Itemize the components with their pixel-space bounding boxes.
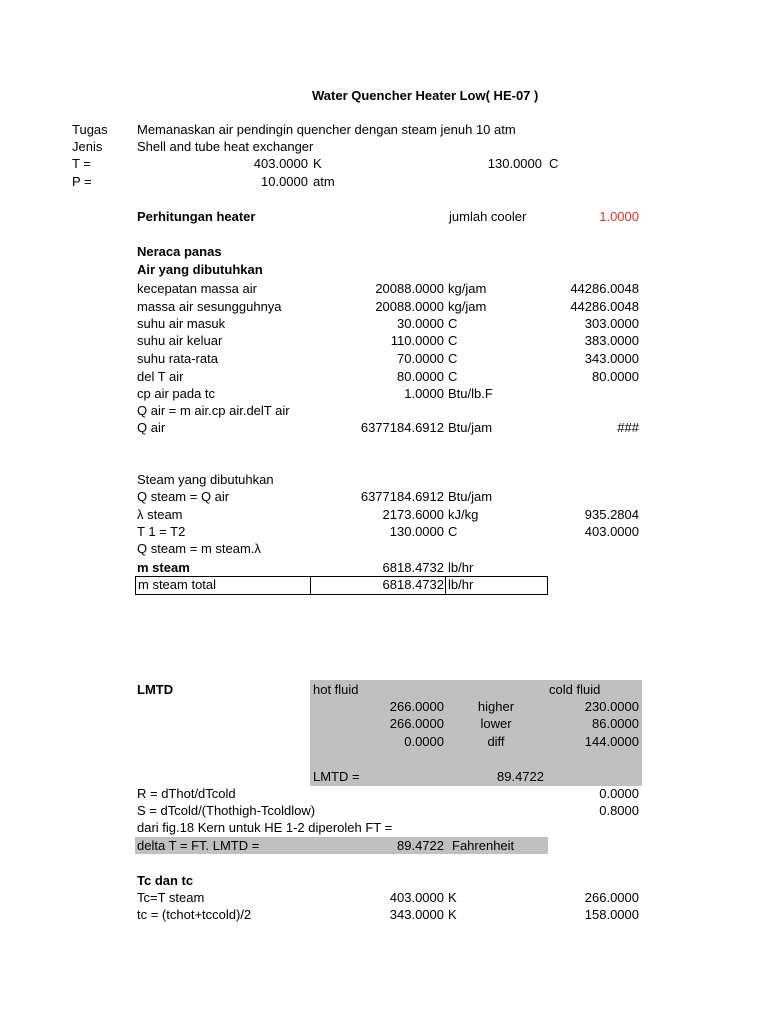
m-steam-value: 6818.4732 [382, 560, 444, 575]
tc-title: Tc dan tc [137, 873, 194, 888]
row-label: del T air [137, 369, 184, 384]
row-label: suhu air keluar [137, 333, 223, 348]
p-value: 10.0000 [261, 174, 308, 189]
row-label: Tc=T steam [137, 890, 205, 905]
row-value2: 935.2804 [584, 507, 639, 522]
m-steam-total-value: 6818.4732 [382, 577, 444, 592]
t-label: T = [72, 156, 91, 171]
row-value2: 44286.0048 [570, 281, 639, 296]
row-unit: C [448, 316, 458, 331]
row-value: 1.0000 [404, 386, 444, 401]
row-value2: 80.0000 [592, 369, 639, 384]
row-value: 20088.0000 [375, 299, 444, 314]
row-label: Q air [137, 420, 166, 435]
m-steam-total-label: m steam total [138, 577, 217, 592]
row-label: tc = (tchot+tccold)/2 [137, 907, 252, 922]
lmtd-result-value: 89.4722 [497, 769, 544, 784]
cooler-label: jumlah cooler [449, 209, 527, 224]
r-value: 0.0000 [599, 786, 639, 801]
t-unit: K [313, 156, 322, 171]
row-label: λ steam [137, 507, 183, 522]
lmtd-result-label: LMTD = [313, 769, 360, 784]
hot-value: 0.0000 [404, 734, 444, 749]
s-label: S = dTcold/(Thothigh-Tcoldlow) [137, 803, 316, 818]
row-label: massa air sesungguhnya [137, 299, 282, 314]
p-label: P = [72, 174, 92, 189]
m-steam-label: m steam [137, 560, 190, 575]
row-unit: K [448, 890, 457, 905]
row-unit: C [448, 333, 458, 348]
neraca-subtitle: Air yang dibutuhkan [137, 262, 263, 277]
page-title: Water Quencher Heater Low( HE-07 ) [312, 88, 539, 103]
hot-value: 266.0000 [389, 699, 444, 714]
row-unit: kJ/kg [448, 507, 479, 522]
row-label: kecepatan massa air [137, 281, 257, 296]
row-descriptor: higher [477, 699, 515, 714]
row-unit: Btu/jam [448, 489, 493, 504]
row-value: 80.0000 [397, 369, 444, 384]
row-unit: C [448, 369, 458, 384]
fig-label: dari fig.18 Kern untuk HE 1-2 diperoleh FT = [137, 820, 393, 835]
row-unit: Btu/jam [448, 420, 493, 435]
hot-fluid-header: hot fluid [313, 682, 359, 697]
t-value-celsius: 130.0000 [487, 156, 542, 171]
row-value2: 383.0000 [584, 333, 639, 348]
r-label: R = dThot/dTcold [137, 786, 236, 801]
row-value2: 303.0000 [584, 316, 639, 331]
row-value: 130.0000 [389, 524, 444, 539]
row-value2: ### [617, 420, 639, 435]
row-unit: C [448, 524, 458, 539]
row-unit: kg/jam [448, 299, 487, 314]
tugas-label: Tugas [72, 122, 108, 137]
row-value2: 44286.0048 [570, 299, 639, 314]
row-value2: 266.0000 [584, 890, 639, 905]
p-unit: atm [313, 174, 335, 189]
row-unit: K [448, 907, 457, 922]
cold-value: 144.0000 [584, 734, 639, 749]
t-value: 403.0000 [253, 156, 308, 171]
row-value: 20088.0000 [375, 281, 444, 296]
m-steam-total-unit: lb/hr [448, 577, 474, 592]
row-label: cp air pada tc [137, 386, 216, 401]
row-value: 30.0000 [397, 316, 444, 331]
lmtd-label: LMTD [137, 682, 174, 697]
jenis-label: Jenis [72, 139, 103, 154]
delta-t-label: delta T = FT. LMTD = [137, 838, 260, 853]
row-value: 70.0000 [397, 351, 444, 366]
row-value: 6377184.6912 [360, 420, 444, 435]
delta-t-value: 89.4722 [397, 838, 444, 853]
row-unit: Btu/lb.F [448, 386, 493, 401]
row-value: 6377184.6912 [360, 489, 444, 504]
row-unit: kg/jam [448, 281, 487, 296]
row-descriptor: diff [487, 734, 505, 749]
row-label: Q steam = Q air [137, 489, 230, 504]
row-value2: 158.0000 [584, 907, 639, 922]
cold-fluid-header: cold fluid [549, 682, 601, 697]
m-steam-unit: lb/hr [448, 560, 474, 575]
row-label: T 1 = T2 [137, 524, 186, 539]
jenis-value: Shell and tube heat exchanger [137, 139, 314, 154]
steam-title: Steam yang dibutuhkan [137, 472, 274, 487]
cold-value: 230.0000 [584, 699, 639, 714]
row-value: 2173.6000 [382, 507, 444, 522]
perhitungan-label: Perhitungan heater [137, 209, 256, 224]
row-value2: 343.0000 [584, 351, 639, 366]
hot-value: 266.0000 [389, 716, 444, 731]
delta-t-unit: Fahrenheit [452, 838, 515, 853]
row-label: Q air = m air.cp air.delT air [137, 403, 290, 418]
row-label: Q steam = m steam.λ [137, 541, 261, 556]
row-label: suhu rata-rata [137, 351, 218, 366]
row-value: 403.0000 [389, 890, 444, 905]
tugas-value: Memanaskan air pendingin quencher dengan steam jenuh 10 atm [137, 122, 516, 137]
row-value: 110.0000 [390, 333, 444, 348]
cooler-value: 1.0000 [599, 209, 639, 224]
cell-divider [445, 576, 446, 594]
neraca-title: Neraca panas [137, 244, 222, 259]
cold-value: 86.0000 [592, 716, 639, 731]
row-descriptor: lower [480, 716, 512, 731]
t-unit-celsius: C [549, 156, 559, 171]
row-value: 343.0000 [389, 907, 444, 922]
row-unit: C [448, 351, 458, 366]
row-value2: 403.0000 [584, 524, 639, 539]
s-value: 0.8000 [599, 803, 639, 818]
row-label: suhu air masuk [137, 316, 226, 331]
